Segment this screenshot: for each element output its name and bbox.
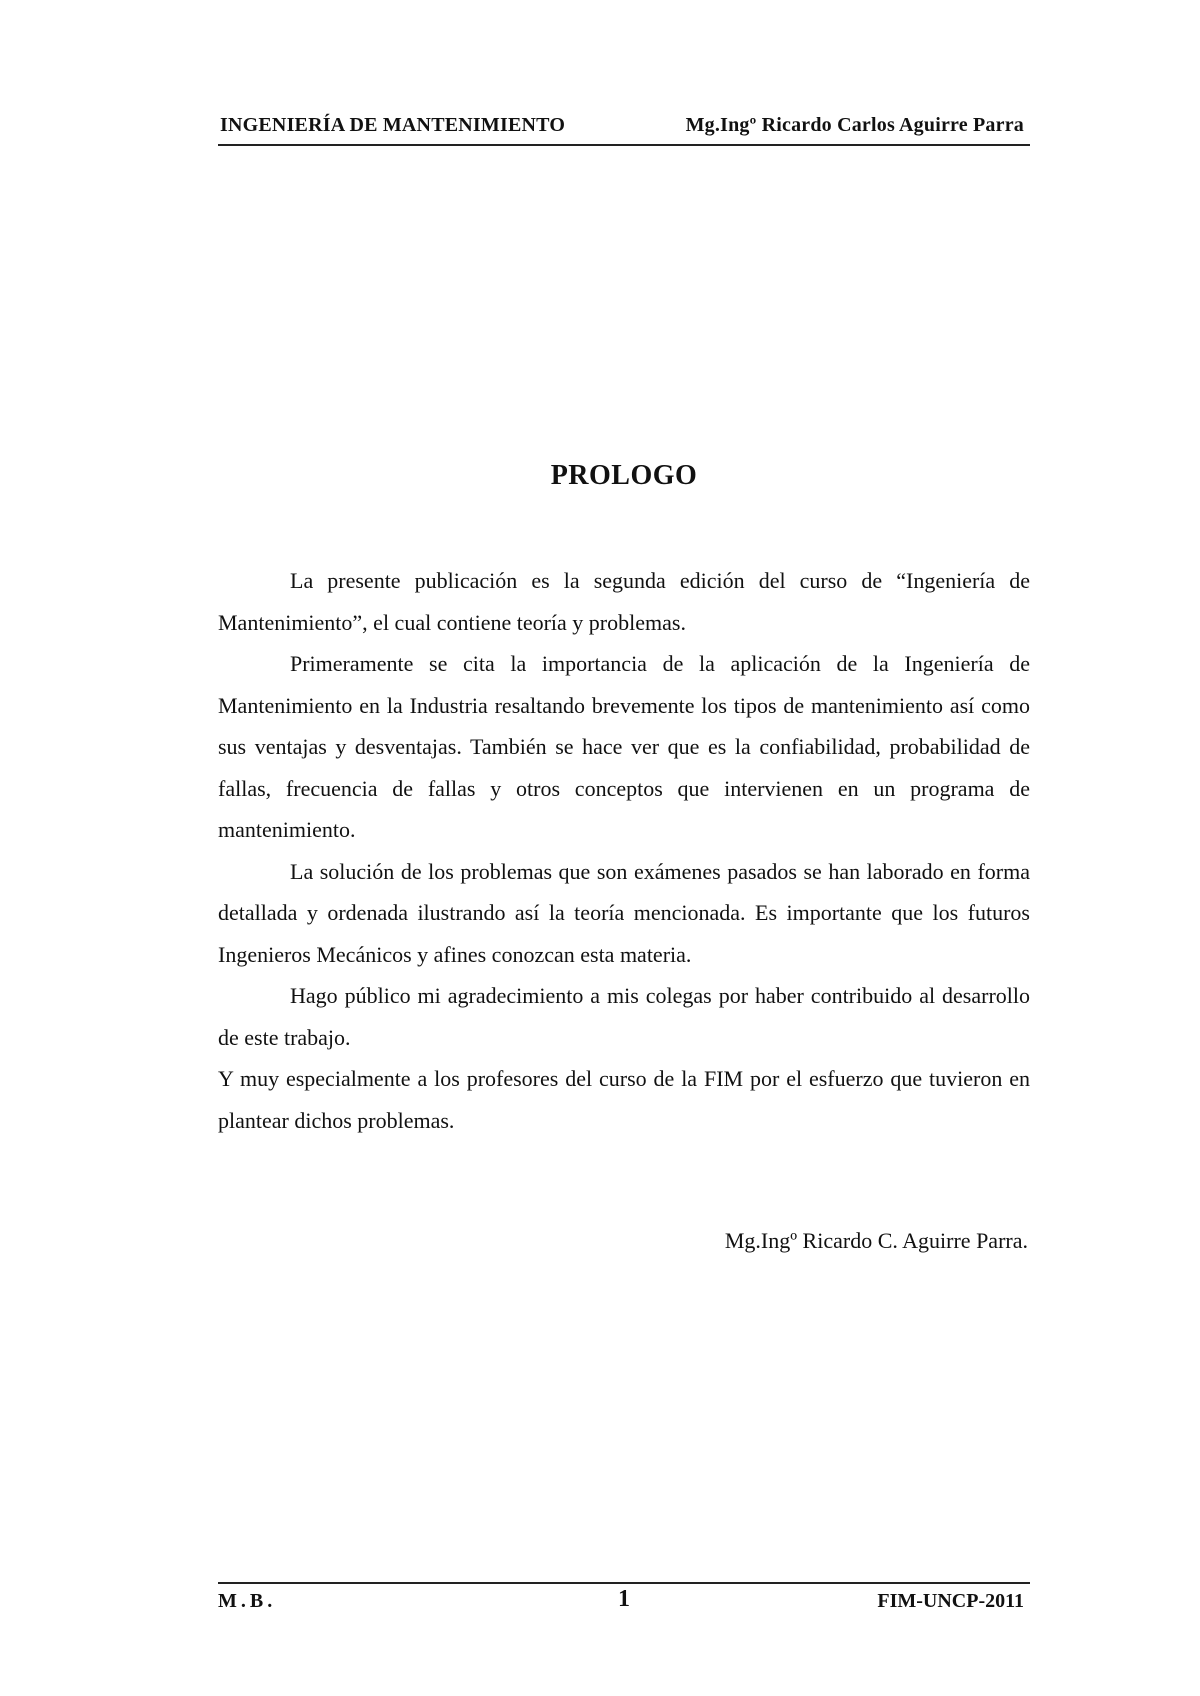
- paragraph-1: La presente publicación es la segunda edición del curso de “Ingeniería de Mantenimiento”, el cual contiene teoría y problemas.: [218, 568, 1030, 635]
- header-author: Mg.Ingº Ricardo Carlos Aguirre Parra: [685, 114, 1024, 136]
- prologue-body: [218, 560, 1030, 1141]
- page-footer: [218, 1582, 1030, 1622]
- footer-initials: M.B.: [218, 1590, 277, 1612]
- footer-institution: FIM-UNCP-2011: [877, 1590, 1024, 1612]
- page-number: 1: [618, 1586, 630, 1612]
- paragraph-5: Y muy especialmente a los profesores del curso de la FIM por el esfuerzo que tuvieron en plantear dichos problemas.: [218, 1066, 1030, 1133]
- page-title: PROLOGO: [550, 460, 698, 491]
- paragraph-4: Hago público mi agradecimiento a mis colegas por haber contribuido al desarrollo de este trabajo.: [218, 983, 1030, 1050]
- author-signature: Mg.Ingº Ricardo C. Aguirre Parra.: [724, 1228, 1028, 1253]
- paragraph-2: Primeramente se cita la importancia de la aplicación de la Ingeniería de Mantenimiento en la Industria resaltando brevemente los tipos de mantenimiento así como sus ventajas y desventajas. También se hace ver que es la confiabilidad, probabilidad de fallas, frecuencia de fallas y otros conceptos que intervienen en un programa de mantenimiento.: [218, 651, 1030, 842]
- paragraph-3: La solución de los problemas que son exámenes pasados se han laborado en forma detallada y ordenada ilustrando así la teoría mencionada. Es importante que los futuros Ingenieros Mecánicos y afines conozcan esta materia.: [218, 858, 1030, 967]
- page-header: [218, 112, 1030, 146]
- header-course-title: INGENIERÍA DE MANTENIMIENTO: [220, 114, 566, 136]
